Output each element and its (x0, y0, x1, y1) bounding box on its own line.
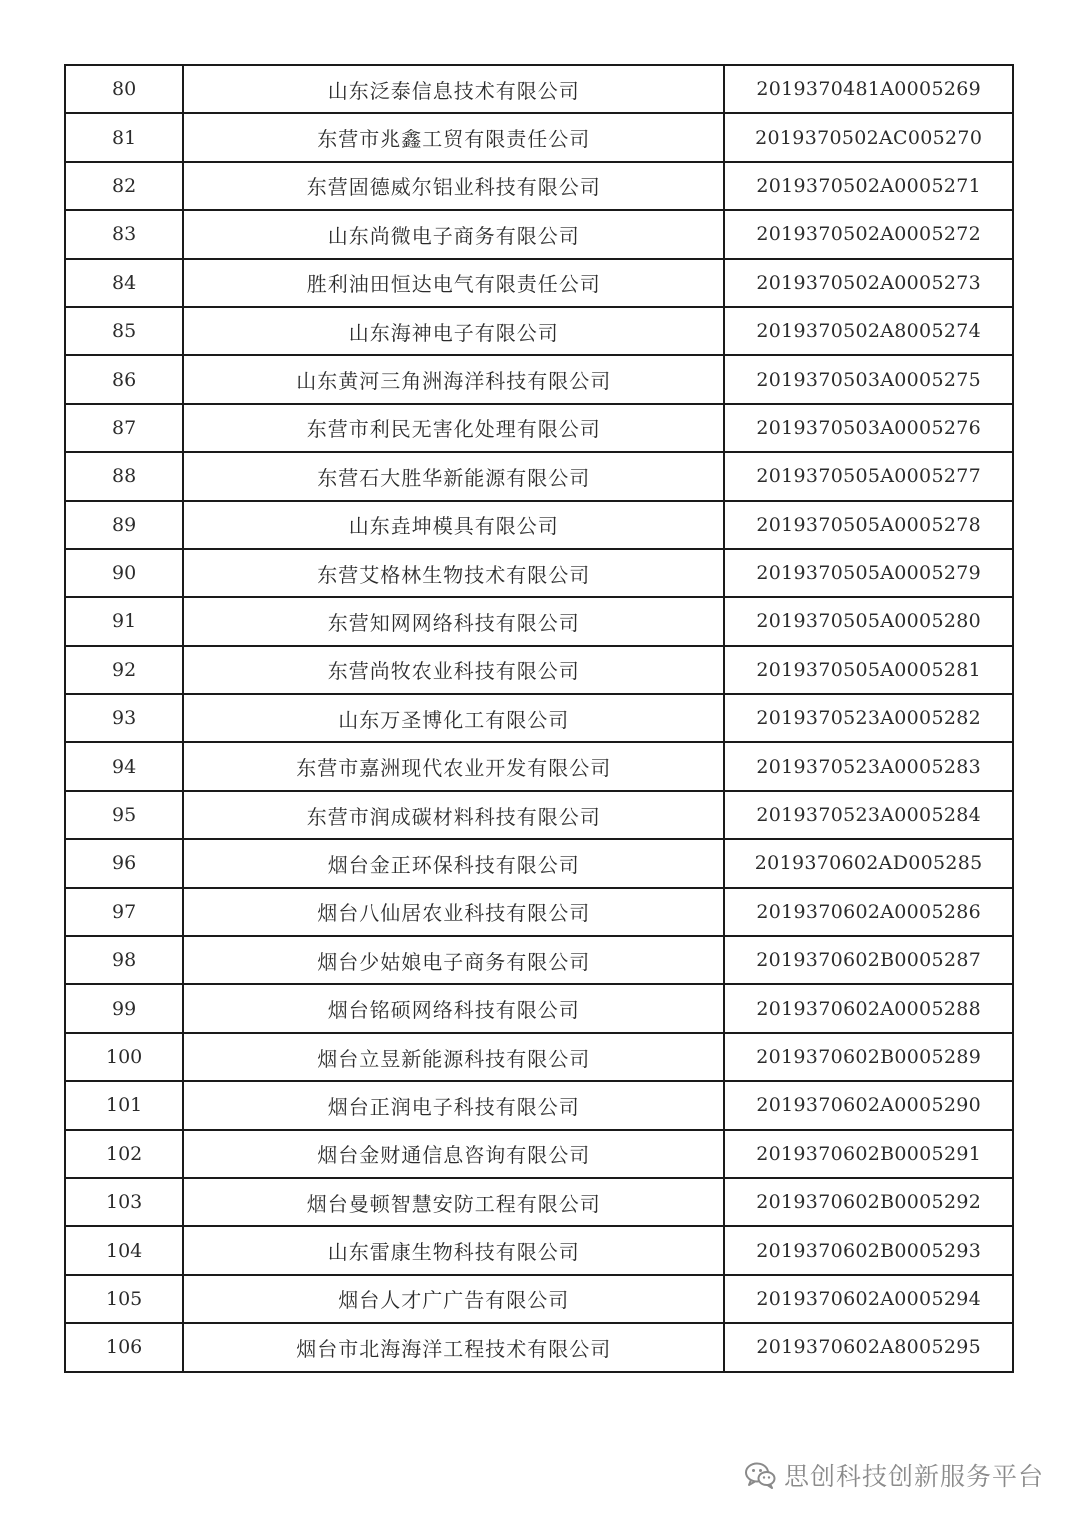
row-number-cell: 96 (65, 839, 183, 887)
table-row (65, 984, 1013, 1032)
row-number-cell: 91 (65, 597, 183, 645)
row-number-cell: 88 (65, 452, 183, 500)
company-name-cell: 胜利油田恒达电气有限责任公司 (183, 259, 724, 307)
record-code-cell: 2019370602B0005293 (724, 1226, 1013, 1274)
company-table-body (65, 65, 1013, 1372)
record-code-cell: 2019370502AC005270 (724, 113, 1013, 161)
table-row (65, 307, 1013, 355)
table-row (65, 259, 1013, 307)
watermark-text: 思创科技创新服务平台 (783, 1462, 1044, 1491)
record-code-cell: 2019370523A0005282 (724, 694, 1013, 742)
table-row (65, 162, 1013, 210)
record-code-cell: 2019370602AD005285 (724, 839, 1013, 887)
record-code-cell: 2019370523A0005283 (724, 742, 1013, 790)
table-row (65, 1130, 1013, 1178)
company-name-cell: 山东海神电子有限公司 (183, 307, 724, 355)
company-name-cell: 山东万圣博化工有限公司 (183, 694, 724, 742)
company-table (64, 64, 1014, 1373)
row-number-cell: 92 (65, 646, 183, 694)
table-row (65, 936, 1013, 984)
table-row (65, 404, 1013, 452)
table-row (65, 1275, 1013, 1323)
table-row (65, 549, 1013, 597)
company-name-cell: 东营市嘉洲现代农业开发有限公司 (183, 742, 724, 790)
table-row (65, 1033, 1013, 1081)
record-code-cell: 2019370602A0005288 (724, 984, 1013, 1032)
record-code-cell: 2019370502A0005272 (724, 210, 1013, 258)
company-name-cell: 山东垚坤模具有限公司 (183, 501, 724, 549)
record-code-cell: 2019370602A0005290 (724, 1081, 1013, 1129)
company-name-cell: 山东雷康生物科技有限公司 (183, 1226, 724, 1274)
row-number-cell: 87 (65, 404, 183, 452)
row-number-cell: 98 (65, 936, 183, 984)
row-number-cell: 81 (65, 113, 183, 161)
record-code-cell: 2019370505A0005279 (724, 549, 1013, 597)
table-row (65, 694, 1013, 742)
table-row (65, 113, 1013, 161)
record-code-cell: 2019370602B0005287 (724, 936, 1013, 984)
company-name-cell: 烟台人才广广告有限公司 (183, 1275, 724, 1323)
row-number-cell: 90 (65, 549, 183, 597)
company-name-cell: 山东尚微电子商务有限公司 (183, 210, 724, 258)
record-code-cell: 2019370602B0005291 (724, 1130, 1013, 1178)
table-row (65, 1178, 1013, 1226)
company-name-cell: 东营市兆鑫工贸有限责任公司 (183, 113, 724, 161)
record-code-cell: 2019370505A0005280 (724, 597, 1013, 645)
company-name-cell: 东营市润成碳材料科技有限公司 (183, 791, 724, 839)
company-name-cell: 烟台市北海海洋工程技术有限公司 (183, 1323, 724, 1371)
table-row (65, 1081, 1013, 1129)
company-name-cell: 东营固德威尔铝业科技有限公司 (183, 162, 724, 210)
record-code-cell: 2019370502A0005273 (724, 259, 1013, 307)
row-number-cell: 105 (65, 1275, 183, 1323)
row-number-cell: 83 (65, 210, 183, 258)
company-name-cell: 烟台金财通信息咨询有限公司 (183, 1130, 724, 1178)
record-code-cell: 2019370505A0005278 (724, 501, 1013, 549)
record-code-cell: 2019370481A0005269 (724, 65, 1013, 113)
company-name-cell: 烟台八仙居农业科技有限公司 (183, 888, 724, 936)
company-name-cell: 烟台立昱新能源科技有限公司 (183, 1033, 724, 1081)
company-name-cell: 东营知网网络科技有限公司 (183, 597, 724, 645)
company-name-cell: 山东泛泰信息技术有限公司 (183, 65, 724, 113)
table-row (65, 210, 1013, 258)
row-number-cell: 101 (65, 1081, 183, 1129)
row-number-cell: 82 (65, 162, 183, 210)
row-number-cell: 103 (65, 1178, 183, 1226)
row-number-cell: 94 (65, 742, 183, 790)
record-code-cell: 2019370502A0005271 (724, 162, 1013, 210)
company-name-cell: 烟台正润电子科技有限公司 (183, 1081, 724, 1129)
row-number-cell: 85 (65, 307, 183, 355)
company-name-cell: 烟台金正环保科技有限公司 (183, 839, 724, 887)
row-number-cell: 93 (65, 694, 183, 742)
row-number-cell: 106 (65, 1323, 183, 1371)
record-code-cell: 2019370503A0005275 (724, 355, 1013, 403)
table-row (65, 839, 1013, 887)
record-code-cell: 2019370505A0005281 (724, 646, 1013, 694)
table-row (65, 791, 1013, 839)
record-code-cell: 2019370505A0005277 (724, 452, 1013, 500)
table-row (65, 1323, 1013, 1371)
row-number-cell: 99 (65, 984, 183, 1032)
table-row (65, 742, 1013, 790)
company-name-cell: 东营尚牧农业科技有限公司 (183, 646, 724, 694)
record-code-cell: 2019370502A8005274 (724, 307, 1013, 355)
record-code-cell: 2019370602A0005294 (724, 1275, 1013, 1323)
company-name-cell: 东营艾格林生物技术有限公司 (183, 549, 724, 597)
record-code-cell: 2019370523A0005284 (724, 791, 1013, 839)
row-number-cell: 80 (65, 65, 183, 113)
record-code-cell: 2019370602B0005289 (724, 1033, 1013, 1081)
watermark (744, 1458, 1044, 1492)
company-name-cell: 东营石大胜华新能源有限公司 (183, 452, 724, 500)
record-code-cell: 2019370602A0005286 (724, 888, 1013, 936)
row-number-cell: 102 (65, 1130, 183, 1178)
company-name-cell: 烟台曼顿智慧安防工程有限公司 (183, 1178, 724, 1226)
record-code-cell: 2019370602A8005295 (724, 1323, 1013, 1371)
table-row (65, 888, 1013, 936)
row-number-cell: 100 (65, 1033, 183, 1081)
table-row (65, 1226, 1013, 1274)
row-number-cell: 86 (65, 355, 183, 403)
row-number-cell: 97 (65, 888, 183, 936)
table-row (65, 646, 1013, 694)
record-code-cell: 2019370602B0005292 (724, 1178, 1013, 1226)
row-number-cell: 89 (65, 501, 183, 549)
table-row (65, 65, 1013, 113)
table-row (65, 501, 1013, 549)
company-name-cell: 烟台少姑娘电子商务有限公司 (183, 936, 724, 984)
table-row (65, 355, 1013, 403)
company-name-cell: 山东黄河三角洲海洋科技有限公司 (183, 355, 724, 403)
row-number-cell: 104 (65, 1226, 183, 1274)
company-name-cell: 烟台铭硕网络科技有限公司 (183, 984, 724, 1032)
row-number-cell: 84 (65, 259, 183, 307)
record-code-cell: 2019370503A0005276 (724, 404, 1013, 452)
row-number-cell: 95 (65, 791, 183, 839)
company-name-cell: 东营市利民无害化处理有限公司 (183, 404, 724, 452)
wechat-icon (744, 1461, 776, 1489)
table-row (65, 452, 1013, 500)
table-row (65, 597, 1013, 645)
